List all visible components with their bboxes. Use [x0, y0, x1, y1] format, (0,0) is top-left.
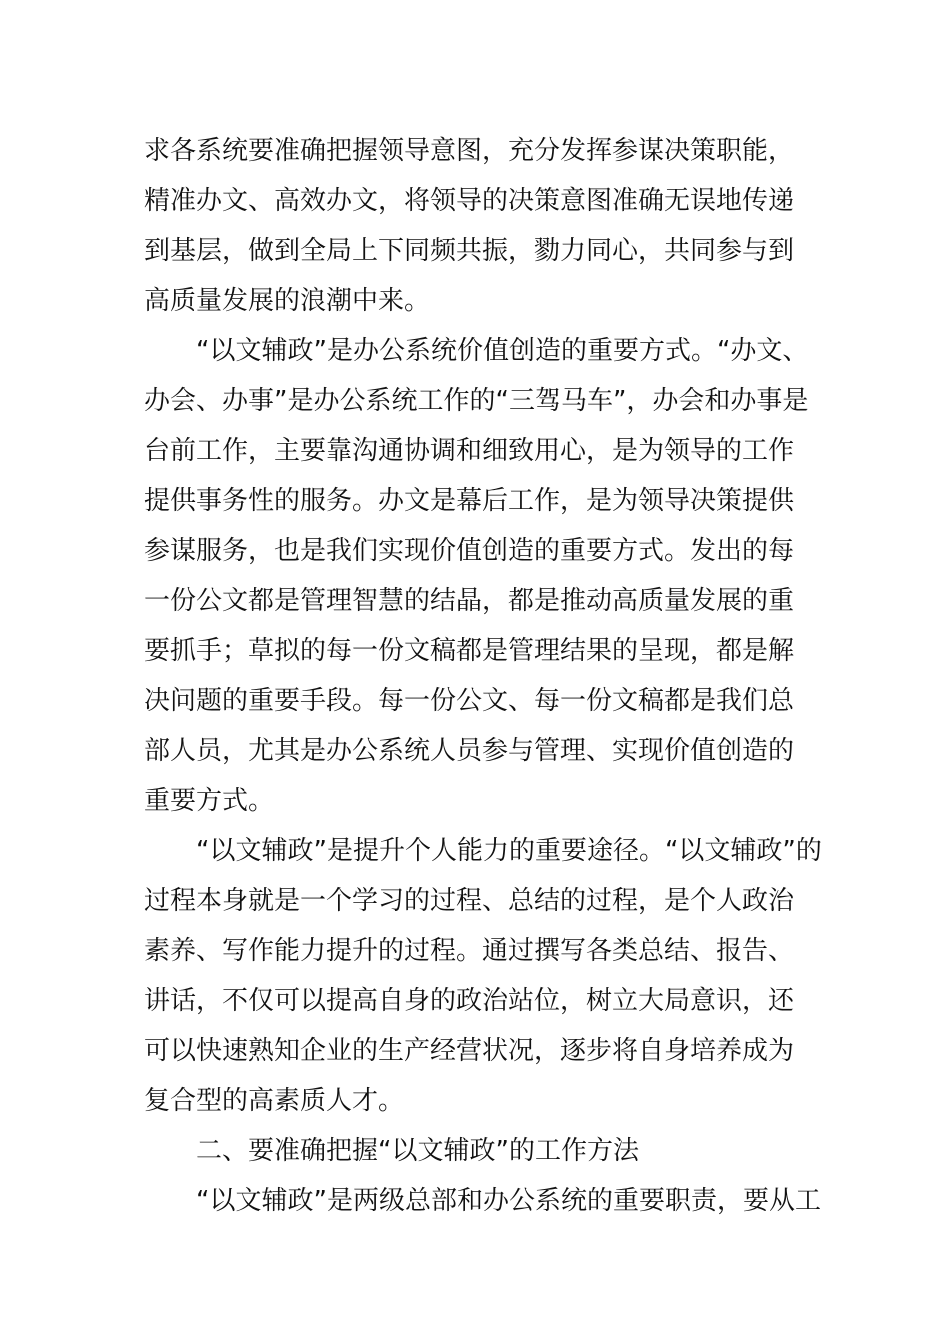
paragraph-line: 台前工作，主要靠沟通协调和细致用心，是为领导的工作: [144, 436, 795, 466]
paragraph-line: 到基层，做到全局上下同频共振，勠力同心，共同参与到: [144, 236, 795, 266]
paragraph-line: 素养、写作能力提升的过程。通过撰写各类总结、报告、: [144, 936, 795, 966]
paragraph-line: 重要方式。: [144, 786, 275, 816]
paragraph-line: 决问题的重要手段。每一份公文、每一份文稿都是我们总: [144, 686, 795, 716]
paragraph-line: 过程本身就是一个学习的过程、总结的过程，是个人政治: [144, 886, 795, 916]
paragraph-line: 讲话，不仅可以提高自身的政治站位，树立大局意识，还: [144, 986, 795, 1016]
paragraph-line: 可以快速熟知企业的生产经营状况，逐步将自身培养成为: [144, 1036, 795, 1066]
paragraph-line: 高质量发展的浪潮中来。: [144, 286, 431, 316]
paragraph-line: 一份公文都是管理智慧的结晶，都是推动高质量发展的重: [144, 586, 795, 616]
paragraph-line: 复合型的高素质人才。: [144, 1086, 405, 1116]
paragraph-line: 精准办文、高效办文，将领导的决策意图准确无误地传递: [144, 186, 795, 216]
paragraph-line: 部人员，尤其是办公系统人员参与管理、实现价值创造的: [144, 736, 795, 766]
paragraph-first-line: “以文辅政”是办公系统价值创造的重要方式。“办文、: [196, 336, 809, 366]
paragraph-line: 要抓手；草拟的每一份文稿都是管理结果的呈现，都是解: [144, 636, 795, 666]
paragraph-line: 提供事务性的服务。办文是幕后工作，是为领导决策提供: [144, 486, 795, 516]
paragraph-line: 办会、办事”是办公系统工作的“三驾马车”，办会和办事是: [144, 386, 809, 416]
paragraph-first-line: “以文辅政”是提升个人能力的重要途径。“以文辅政”的: [196, 836, 822, 866]
section-heading: 二、要准确把握“以文辅政”的工作方法: [196, 1136, 639, 1166]
document-body: [144, 126, 822, 1226]
paragraph-line: 求各系统要准确把握领导意图，充分发挥参谋决策职能，: [144, 136, 795, 166]
paragraph-first-line: “以文辅政”是两级总部和办公系统的重要职责，要从工: [196, 1186, 821, 1216]
paragraph-line: 参谋服务，也是我们实现价值创造的重要方式。发出的每: [144, 536, 795, 566]
